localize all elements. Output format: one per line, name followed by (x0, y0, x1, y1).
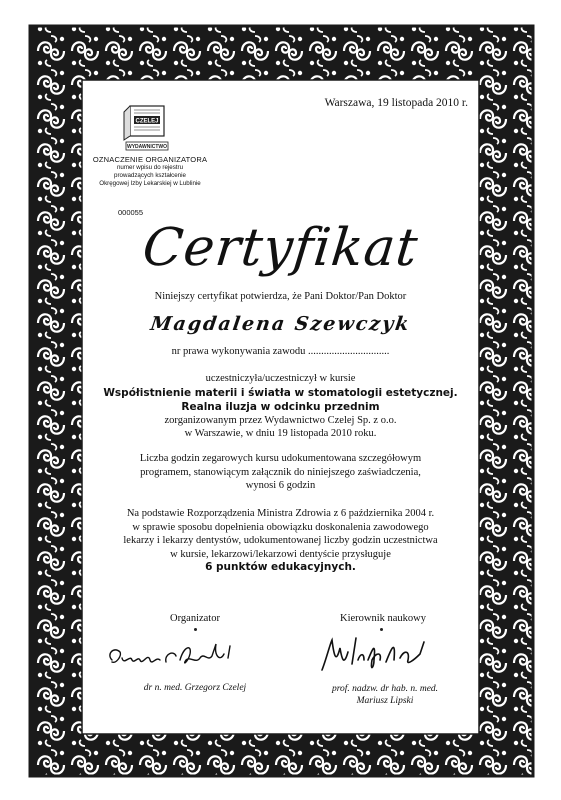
organizer-designation-title: OZNACZENIE ORGANIZATORA (92, 155, 208, 164)
organizer-registry-number: 000055 (118, 208, 144, 217)
scientific-head-label: Kierownik naukowy (339, 613, 427, 624)
recipient-name: Magdalena Szewczyk (149, 313, 412, 335)
issue-date: Warszawa, 19 listopada 2010 r. (324, 97, 468, 109)
logo-caption: WYDAWNICTWO (127, 144, 167, 150)
legal-basis-paragraph (90, 507, 471, 561)
organizer-signature-icon (104, 636, 244, 676)
signature-dot (194, 628, 197, 631)
course-title-line2: Realna iluzja w odcinku przednim (181, 401, 380, 413)
confirm-text: Niniejszy certyfikat potwierdza, że Pani Doktor/Pan Doktor (154, 291, 407, 302)
certificate-title: Certyfikat (139, 218, 422, 278)
course-intro: uczestniczyła/uczestniczył w kursie (205, 373, 356, 384)
logo-brand: CZELEJ (135, 118, 159, 125)
license-number-line: nr prawa wykonywania zawodu ............................... (171, 346, 390, 357)
hours-paragraph (90, 452, 471, 493)
basis-line: w sprawie sposobu dopełnienia obowiązku doskonalenia zawodowego (132, 521, 429, 533)
course-organizer: zorganizowanym przez Wydawnictwo Czelej Sp. z o.o. (164, 415, 397, 426)
scientific-head-person: Mariusz Lipski (356, 696, 414, 706)
hours-line: programem, stanowiącym załącznik do niniejszego zaświadczenia, (140, 466, 421, 478)
scientific-head-name (300, 683, 470, 707)
basis-line: Na podstawie Rozporządzenia Ministra Zdrowia z 6 października 2004 r. (126, 508, 435, 519)
organizer-label: Organizator (170, 613, 220, 624)
book-logo-icon (120, 104, 174, 156)
organizer-designation (80, 155, 220, 188)
scientific-head-title: prof. nadzw. dr hab. n. med. (331, 684, 439, 694)
organizer-name: dr n. med. Grzegorz Czelej (143, 683, 247, 693)
course-title-line1: Współistnienie materii i światła w stomatologii estetycznej. (103, 387, 458, 399)
hours-line: Liczba godzin zegarowych kursu udokumentowana szczegółowym (139, 453, 422, 464)
organizer-designation-line: numer wpisu do rejestru (116, 164, 184, 171)
hours-line: wynosi 6 godzin (245, 480, 316, 491)
basis-line: lekarzy i lekarzy dentystów, udokumentowanej liczby godzin uczestnictwa (123, 535, 438, 546)
education-points: 6 punktów edukacyjnych. (205, 561, 356, 573)
course-place-date: w Warszawie, w dniu 19 listopada 2010 roku. (184, 428, 377, 439)
basis-line: w kursie, lekarzowi/lekarzowi dentyście przysługuje (170, 548, 391, 560)
scientific-head-signature-icon (316, 630, 436, 680)
organizer-designation-line: prowadzących kształcenie (114, 172, 186, 179)
organizer-designation-line: Okręgowej Izby Lekarskiej w Lublinie (99, 180, 201, 187)
